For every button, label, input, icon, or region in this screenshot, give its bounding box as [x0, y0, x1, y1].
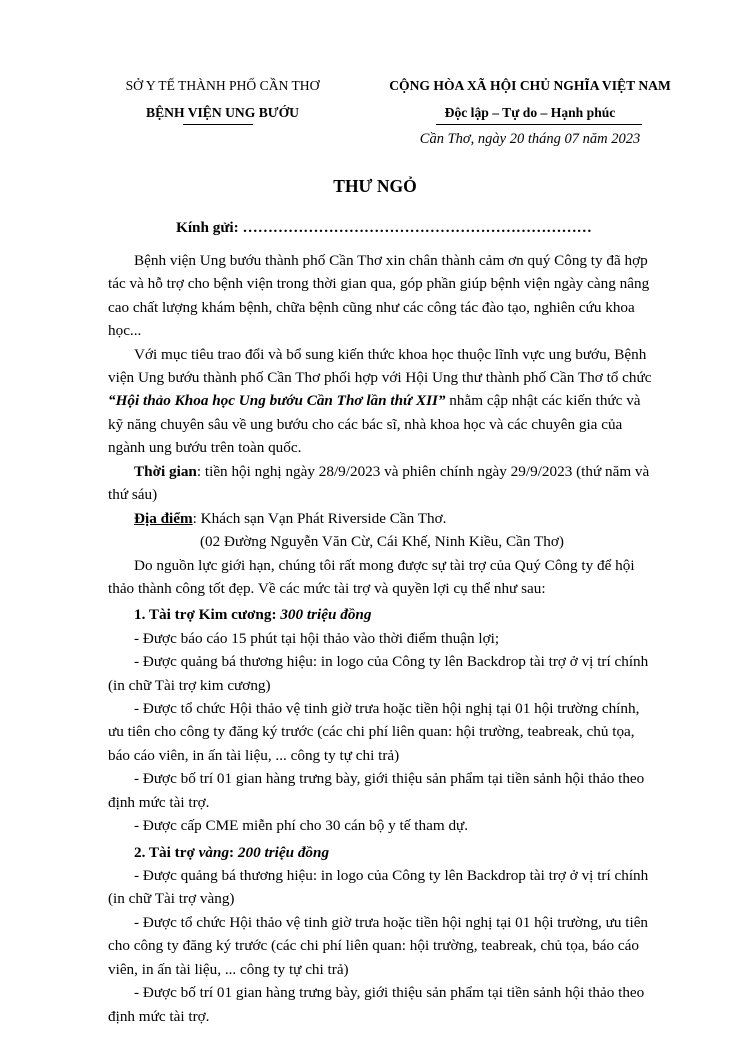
- tier2-line: định mức tài trợ.: [108, 1008, 210, 1025]
- tier1-line: (in chữ Tài trợ kim cương): [108, 677, 271, 694]
- tier1-amount: 300 triệu đồng: [280, 606, 372, 623]
- time-text: : tiền hội nghị ngày 28/9/2023 và phiên chính ngày 29/9/2023 (thứ năm và: [196, 463, 650, 480]
- tier2-heading: [134, 843, 329, 863]
- para2-line: kỹ năng chuyên sâu về ung bướu cho các bác sĩ, nhà khoa học và các chuyên gia của: [108, 416, 623, 433]
- para2-line: Với mục tiêu trao đổi và bổ sung kiến thức khoa học thuộc lĩnh vực ung bướu, Bệnh: [134, 346, 647, 363]
- para3-line: thảo thành công tốt đẹp. Về các mức tài trợ và quyền lợi cụ thể như sau:: [108, 580, 546, 597]
- tier2-line: - Được bố trí 01 gian hàng trưng bày, giới thiệu sản phẩm tại tiền sảnh hội thảo theo: [134, 984, 645, 1001]
- motto-underline: [436, 124, 642, 125]
- salutation: [176, 218, 592, 238]
- para1-line: Bệnh viện Ung bướu thành phố Cần Thơ xin chân thành cảm ơn quý Công ty đã hợp: [134, 252, 648, 269]
- event-name: “Hội thảo Khoa học Ung bướu Cần Thơ lần thứ XII”: [108, 392, 446, 409]
- tier2-heading-a: 2. Tài trợ: [134, 844, 199, 861]
- page-title: THƯ NGỎ: [333, 176, 417, 196]
- tier2-line: viên, in ấn tài liệu, ... công ty tự chi trả): [108, 961, 349, 978]
- para1-line: cao chất lượng khám bệnh, chữa bệnh cũng như các công tác đào tạo, nghiên cứu khoa: [108, 299, 635, 316]
- salutation-dots: ……………………………………………………………: [242, 219, 592, 236]
- tier2-line: - Được quảng bá thương hiệu: in logo của Công ty lên Backdrop tài trợ ở vị trí chính: [134, 867, 649, 884]
- tier1-line: - Được quảng bá thương hiệu: in logo của Công ty lên Backdrop tài trợ ở vị trí chính: [134, 653, 649, 670]
- tier1-line: ưu tiên cho công ty đăng ký trước (các chi phí liên quan: hội trường, teabreak, chủ tọa,: [108, 723, 635, 740]
- tier2-line: cho công ty đăng ký trước (các chi phí liên quan: hội trường, teabreak, chủ tọa, báo cáo: [108, 937, 639, 954]
- time-line-2: thứ sáu): [108, 486, 158, 503]
- para1-line: học...: [108, 322, 142, 339]
- issuer-hospital: BỆNH VIỆN UNG BƯỚU: [146, 105, 299, 120]
- para2-line: viện Ung bướu thành phố Cần Thơ phối hợp với Hội Ung thư thành phố Cần Thơ tổ chức: [108, 369, 652, 386]
- para3-line: Do nguồn lực giới hạn, chúng tôi rất mong được sự tài trợ của Quý Công ty để hội: [134, 557, 635, 574]
- place-line: [134, 509, 446, 529]
- para2-line: ngành ung bướu trên toàn quốc.: [108, 439, 302, 456]
- place-label: Địa điểm: [134, 510, 193, 527]
- tier1-line: - Được báo cáo 15 phút tại hội thảo vào thời điểm thuận lợi;: [134, 630, 500, 647]
- date-line: Cần Thơ, ngày 20 tháng 07 năm 2023: [419, 131, 641, 147]
- tier1-line: - Được bố trí 01 gian hàng trưng bày, giới thiệu sản phẩm tại tiền sảnh hội thảo theo: [134, 770, 645, 787]
- tier2-amount: 200 triệu đồng: [237, 844, 330, 861]
- tier1-heading: [134, 605, 371, 625]
- tier1-line: - Được cấp CME miễn phí cho 30 cán bộ y tế tham dự.: [134, 817, 469, 834]
- time-label: Thời gian: [134, 463, 197, 480]
- national-motto: Độc lập – Tự do – Hạnh phúc: [444, 105, 616, 120]
- national-title: CỘNG HÒA XÃ HỘI CHỦ NGHĨA VIỆT NAM: [389, 78, 671, 93]
- place-text: : Khách sạn Vạn Phát Riverside Cần Thơ.: [192, 510, 447, 527]
- tier2-heading-b: vàng: [198, 844, 230, 861]
- salutation-label: Kính gửi:: [176, 219, 239, 236]
- place-address: (02 Đường Nguyễn Văn Cừ, Cái Khế, Ninh Kiều, Cần Thơ): [200, 533, 564, 550]
- para2-line: [108, 391, 641, 411]
- issuer-underline: [183, 124, 253, 125]
- tier1-line: định mức tài trợ.: [108, 794, 210, 811]
- tier1-line: - Được tổ chức Hội thảo vệ tinh giờ trưa hoặc tiền hội nghị tại 01 hội trường chính,: [134, 700, 640, 717]
- tier2-line: (in chữ Tài trợ vàng): [108, 890, 235, 907]
- para1-line: tác và hỗ trợ cho bệnh viện trong thời gian qua, góp phần giúp bệnh viện ngày càng nâng: [108, 275, 650, 292]
- tier2-heading-c: :: [229, 844, 238, 861]
- issuer-department: SỞ Y TẾ THÀNH PHỐ CẦN THƠ: [125, 78, 320, 93]
- tier1-heading-label: 1. Tài trợ Kim cương:: [134, 606, 281, 623]
- para2-line3-rest: nhằm cập nhật các kiến thức và: [445, 392, 641, 409]
- tier2-line: - Được tổ chức Hội thảo vệ tinh giờ trưa hoặc tiền hội nghị tại 01 hội trường, ưu tiên: [134, 914, 649, 931]
- time-line: [134, 462, 649, 482]
- tier1-line: báo cáo viên, in ấn tài liệu, ... công ty tự chi trả): [108, 747, 400, 764]
